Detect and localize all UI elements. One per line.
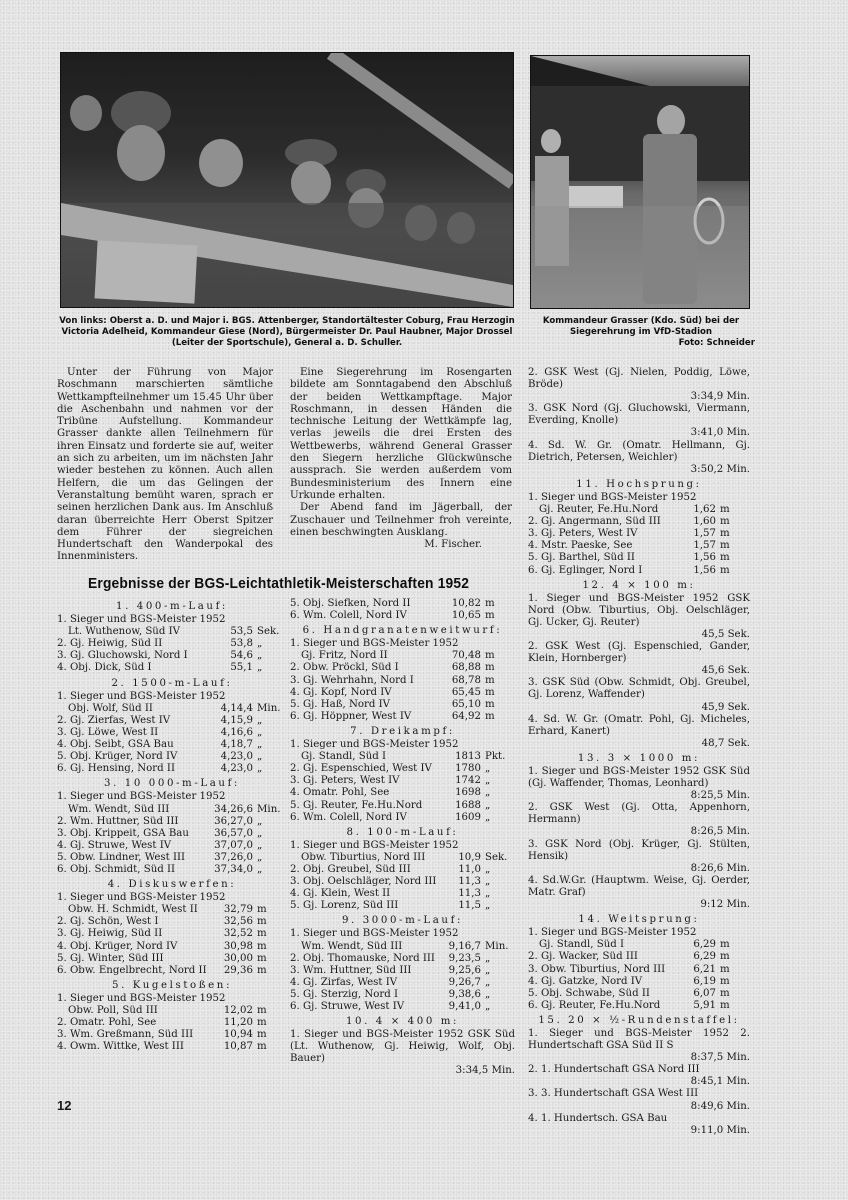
article-paragraph: Der Abend fand im Jägerball, der Zuschauer und Teilnehmer froh vereinte, einen beschwingten Ausklang.: [290, 502, 512, 538]
photo-caption-left: Von links: Oberst a. D. und Major i. BGS. Attenberger, Standortältester Coburg, Frau Herzogin Victoria Adelheid, Kommandeur Giese (Nord), Bürgermeister Dr. Paul Haubner, Major Drossel (Leiter der Sportschule), General a. D. Schuller.: [59, 316, 515, 348]
result-row: Gj. Standl, Süd I 6,29 m: [539, 939, 730, 951]
results-column-1: [57, 598, 287, 1053]
photo-spectators-grandstand-icon: [61, 53, 513, 307]
event-discus: [57, 879, 287, 977]
result-row: Gj. Fritz, Nord II 70,48 m: [301, 650, 495, 662]
team-result: 2. GSK West (Gj. Nielen, Poddig, Löwe, Bröde) 3:34,9 Min.: [528, 367, 750, 403]
winner-label: 1. Sieger und BGS-Meister 1952: [290, 638, 459, 650]
result-row: 5. Gj. Barthel, Süd II 1,56 m: [528, 552, 730, 564]
result-row: 4. Obj. Krüger, Nord IV 30,98 m: [57, 940, 267, 952]
result-row: 2. Gj. Schön, West I 32,56 m: [57, 916, 267, 928]
event-title: 9. 3000-m-Lauf:: [341, 915, 464, 927]
event-3x1000m: [528, 753, 750, 911]
result-row: 4. Gj. Kopf, Nord IV 65,45 m: [290, 686, 495, 698]
caption-text: Kommandeur Grasser (Kdo. Süd) bei der Siegerehrung im VfD-Stadion: [542, 316, 740, 337]
event-shot-put: [57, 980, 287, 1054]
result-row: Obj. Wolf, Süd II 4,14,4 Min.: [68, 702, 281, 714]
result-row: 3. Gj. Peters, West IV 1742 „: [290, 775, 491, 787]
result-row: 5. Obj. Krüger, Nord IV 4,23,0 „: [57, 751, 263, 763]
team-result: 1. Sieger und BGS-Meister 1952 GSK Süd (Lt. Wuthenow, Gj. Heiwig, Wolf, Obj. Bauer) 3:34,5 Min.: [290, 1029, 515, 1077]
team-result: 3. GSK Nord (Gj. Gluchowski, Viermann, Everding, Knolle) 3:41,0 Min.: [528, 403, 750, 439]
event-title: 12. 4 × 100 m:: [582, 579, 696, 591]
result-row: 6. Gj. Hensing, Nord II 4,23,0 „: [57, 763, 263, 775]
winner-label: 1. Sieger und BGS-Meister 1952: [57, 892, 226, 904]
result-row: 2. Omatr. Pohl, See 11,20 m: [57, 1017, 267, 1029]
result-row: 3. Wm. Huttner, Süd III 9,25,6 „: [290, 964, 491, 976]
winner-label: 1. Sieger und BGS-Meister 1952: [57, 690, 226, 702]
result-row: 2. Gj. Angermann, Süd III 1,60 m: [528, 516, 730, 528]
result-row: Gj. Standl, Süd I 1813 Pkt.: [301, 751, 506, 763]
result-row: 6. Wm. Colell, Nord IV 1609 „: [290, 811, 491, 823]
photo-caption-right: [527, 316, 755, 349]
result-row: 3. Gj. Peters, West IV 1,57 m: [528, 528, 730, 540]
event-title: 6. Handgranatenweitwurf:: [302, 625, 503, 637]
winner-label: 1. Sieger und BGS-Meister 1952: [57, 791, 226, 803]
result-row: 5. Obj. Schwabe, Süd II 6,07 m: [528, 987, 730, 999]
event-title: 4. Diskuswerfen:: [107, 879, 237, 891]
winner-label: 1. Sieger und BGS-Meister 1952: [528, 491, 697, 503]
winner-label: 1. Sieger und BGS-Meister 1952: [528, 927, 697, 939]
winner-label: 1. Sieger und BGS-Meister 1952: [290, 928, 459, 940]
result-row: 4. Gj. Klein, West II 11,3 „: [290, 888, 491, 900]
team-result: 4. Sd. W. Gr. (Omatr. Hellmann, Gj. Dietrich, Petersen, Weichler) 3:50,2 Min.: [528, 439, 750, 475]
result-row: 3. Gj. Wehrhahn, Nord I 68,78 m: [290, 674, 495, 686]
result-row: Obw. Tiburtius, Nord III 10,9 Sek.: [301, 851, 508, 863]
event-10000m: [57, 778, 287, 876]
event-3000m: [290, 915, 515, 1013]
results-headline: Ergebnisse der BGS-Leichtathletik-Meisterschaften 1952: [88, 575, 470, 592]
photo-spectators: [60, 52, 514, 308]
result-row: 4. Omatr. Pohl, See 1698 „: [290, 787, 491, 799]
winner-label: 1. Sieger und BGS-Meister 1952: [57, 614, 226, 626]
event-title: 1. 400-m-Lauf:: [116, 601, 228, 612]
event-relay-20x-half-lap: [528, 1015, 750, 1137]
result-row: Wm. Wendt, Süd III 9,16,7 Min.: [301, 940, 509, 952]
result-row: 2. Gj. Heiwig, Süd II 53,8 „: [57, 638, 263, 650]
result-row: 5. Gj. Haß, Nord IV 65,10 m: [290, 698, 495, 710]
result-row: 5. Gj. Winter, Süd III 30,00 m: [57, 952, 267, 964]
result-row: 5. Gj. Reuter, Fe.Hu.Nord 1688 „: [290, 799, 491, 811]
result-row: 4. Gj. Struwe, West IV 37,07,0 „: [57, 839, 263, 851]
author-signature: M. Fischer.: [424, 539, 482, 551]
team-result: 4. Sd. W. Gr. (Omatr. Pohl, Gj. Micheles, Erhard, Kanert) 48,7 Sek.: [528, 713, 750, 749]
team-result: 3. GSK Süd (Obw. Schmidt, Obj. Greubel, Gj. Lorenz, Waffender) 45,9 Sek.: [528, 677, 750, 713]
event-1500m: [57, 678, 287, 776]
event-4x400m: [290, 1016, 515, 1077]
result-row: 4. Mstr. Paeske, See 1,57 m: [528, 540, 730, 552]
team-result: 2. GSK West (Gj. Otta, Appenhorn, Hermann) 8:26,5 Min.: [528, 802, 750, 838]
event-grenade-throw: [290, 625, 515, 723]
event-title: 13. 3 × 1000 m:: [577, 752, 701, 764]
result-row: 2. Gj. Zierfas, West IV 4,15,9 „: [57, 714, 263, 726]
result-row: Obw. H. Schmidt, West II 32,79 m: [68, 904, 267, 916]
winner-label: 1. Sieger und BGS-Meister 1952: [290, 739, 459, 751]
result-row: 3. Obw. Tiburtius, Nord III 6,21 m: [528, 963, 730, 975]
results-column-3: [528, 367, 750, 1137]
result-row: Lt. Wuthenow, Süd IV 53,5 Sek.: [68, 626, 280, 638]
result-row: 4. Owm. Wittke, West III 10,87 m: [57, 1041, 267, 1053]
team-result: 2. 1. Hundertschaft GSA Nord III 8:45,1 Min.: [528, 1064, 750, 1088]
event-title: 15. 20 × ½-Rundenstaffel:: [538, 1014, 740, 1026]
result-row: 2. Obw. Pröckl, Süd I 68,88 m: [290, 662, 495, 674]
event-triathlon: [290, 726, 515, 824]
winner-label: 1. Sieger und BGS-Meister 1952: [290, 839, 459, 851]
result-row: Gj. Reuter, Fe.Hu.Nord 1,62 m: [539, 504, 730, 516]
event-long-jump: [528, 914, 750, 1012]
result-row: 2. Gj. Wacker, Süd III 6,29 m: [528, 951, 730, 963]
photo-credit: Foto: Schneider: [678, 338, 755, 348]
result-row: 6. Obj. Schmidt, Süd II 37,34,0 „: [57, 863, 263, 875]
result-row: 4. Obj. Seibt, GSA Bau 4,18,7 „: [57, 739, 263, 751]
result-row: 6. Wm. Colell, Nord IV 10,65 m: [290, 610, 495, 622]
result-row: 3. Wm. Greßmann, Süd III 10,94 m: [57, 1029, 267, 1041]
event-title: 8. 100-m-Lauf:: [346, 826, 459, 838]
team-result: 1. Sieger und BGS-Meister 1952 GSK Süd (Gj. Waffender, Thomas, Leonhard) 8:25,5 Min.: [528, 766, 750, 802]
result-row: 2. Gj. Espenschied, West IV 1780 „: [290, 763, 491, 775]
result-row: 6. Gj. Reuter, Fe.Hu.Nord 5,91 m: [528, 999, 730, 1011]
event-title: 10. 4 × 400 m:: [345, 1016, 460, 1028]
team-result: 1. Sieger und BGS-Meister 1952 2. Hundertschaft GSA Süd II S 8:37,5 Min.: [528, 1027, 750, 1064]
team-result: 1. Sieger und BGS-Meister 1952 GSK Nord (Obw. Tiburtius, Obj. Oelschläger, Gj. Ucker, Gj. Reuter) 45,5 Sek.: [528, 592, 750, 640]
event-title: 11. Hochsprung:: [576, 478, 702, 490]
event-100m: [290, 827, 515, 913]
result-row: 5. Gj. Sterzig, Nord I 9,38,6 „: [290, 988, 491, 1000]
result-row: 3. Obj. Krippeit, GSA Bau 36,57,0 „: [57, 827, 263, 839]
result-row: 5. Obj. Siefken, Nord II 10,82 m: [290, 598, 495, 609]
team-result: 2. GSK West (Gj. Espenschied, Gander, Klein, Hornberger) 45,6 Sek.: [528, 641, 750, 677]
team-result: 4. 1. Hundertsch. GSA Bau 9:11,0 Min.: [528, 1112, 750, 1136]
result-row: 6. Gj. Höppner, West IV 64,92 m: [290, 710, 495, 722]
results-column-2: [290, 598, 515, 1078]
result-row: 3. Gj. Gluchowski, Nord I 54,6 „: [57, 650, 263, 662]
result-row: 4. Gj. Gatzke, Nord IV 6,19 m: [528, 975, 730, 987]
result-row: 3. Gj. Löwe, West II 4,16,6 „: [57, 726, 263, 738]
event-title: 2. 1500-m-Lauf:: [111, 677, 233, 689]
result-row: 2. Obj. Thomauske, Nord III 9,23,5 „: [290, 952, 491, 964]
article-paragraph: Unter der Führung von Major Roschmann marschierten sämtliche Wettkampfteilnehmer um 15.45 Uhr über die Aschenbahn und nahmen vor der Tribüne Aufstellung. Kommandeur Grasser dankte allen Teilnehmern für ihren Einsatz und forderte sie auf, weiter an sich zu arbeiten, um im nächsten Jahr wieder bestehen zu können. Auch allen Helfern, die um das Gelingen der Veranstaltung bemüht waren, sprach er seinen herzlichen Dank aus. Im Anschluß daran überreichte Herr Oberst Spitzer dem Führer der siegreichen Hundertschaft den Wanderpokal des Innenministers.: [57, 367, 273, 563]
page-number: 12: [57, 1098, 72, 1113]
result-row: 4. Obj. Dick, Süd I 55,1 „: [57, 662, 263, 674]
team-result: 3. GSK Nord (Obj. Krüger, Gj. Stülten, Hensik) 8:26,6 Min.: [528, 838, 750, 874]
event-title: 7. Dreikampf:: [350, 725, 455, 737]
event-high-jump: [528, 479, 750, 577]
event-400m: [57, 601, 287, 675]
event-title: 14. Weitsprung:: [578, 914, 700, 926]
photo-ceremony: [530, 55, 750, 309]
result-row: 2. Wm. Huttner, Süd III 36,27,0 „: [57, 815, 263, 827]
event-title: 3. 10 000-m-Lauf:: [104, 778, 240, 790]
result-row: 5. Gj. Lorenz, Süd III 11,5 „: [290, 900, 491, 912]
article-paragraph: Eine Siegerehrung im Rosengarten bildete am Sonntagabend den Abschluß der beiden Wettkampftage. Major Roschmann, in dessen Händen die technische Leitung der Wettkämpfe lag, verlas jeweils die drei Ersten des Wettbewerbs, während General Grasser den Siegern herzliche Glückwünsche aussprach. Sie werden außerdem vom Bundesministerium des Innern eine Urkunde erhalten.: [290, 367, 512, 501]
event-4x100m: [528, 580, 750, 750]
winner-label: 1. Sieger und BGS-Meister 1952: [57, 992, 226, 1004]
article-column-1: [57, 367, 273, 564]
team-result: 3. 3. Hundertschaft GSA West III 8:49,6 Min.: [528, 1088, 750, 1112]
result-row: Obw. Poll, Süd III 12,02 m: [68, 1005, 267, 1016]
result-row: 5. Obw. Lindner, West III 37,26,0 „: [57, 851, 263, 863]
event-title: 5. Kugelstoßen:: [112, 979, 232, 991]
result-row: 6. Gj. Eglinger, Nord I 1,56 m: [528, 564, 730, 576]
photo-award-ceremony-icon: [531, 56, 749, 308]
result-row: 3. Obj. Oelschläger, Nord III 11,3 „: [290, 876, 491, 888]
result-row: 3. Gj. Heiwig, Süd II 32,52 m: [57, 928, 267, 940]
result-row: 2. Obj. Greubel, Süd III 11,0 „: [290, 863, 491, 875]
result-row: 6. Gj. Struwe, West IV 9,41,0 „: [290, 1001, 491, 1012]
result-row: 4. Gj. Zirfas, West IV 9,26,7 „: [290, 976, 491, 988]
article-column-2: [290, 367, 512, 551]
result-row: Wm. Wendt, Süd III 34,26,6 Min.: [68, 803, 281, 815]
result-row: 6. Obw. Engelbrecht, Nord II 29,36 m: [57, 964, 267, 976]
team-result: 4. Sd.W.Gr. (Hauptwm. Weise, Gj. Oerder, Matr. Graf) 9:12 Min.: [528, 874, 750, 911]
